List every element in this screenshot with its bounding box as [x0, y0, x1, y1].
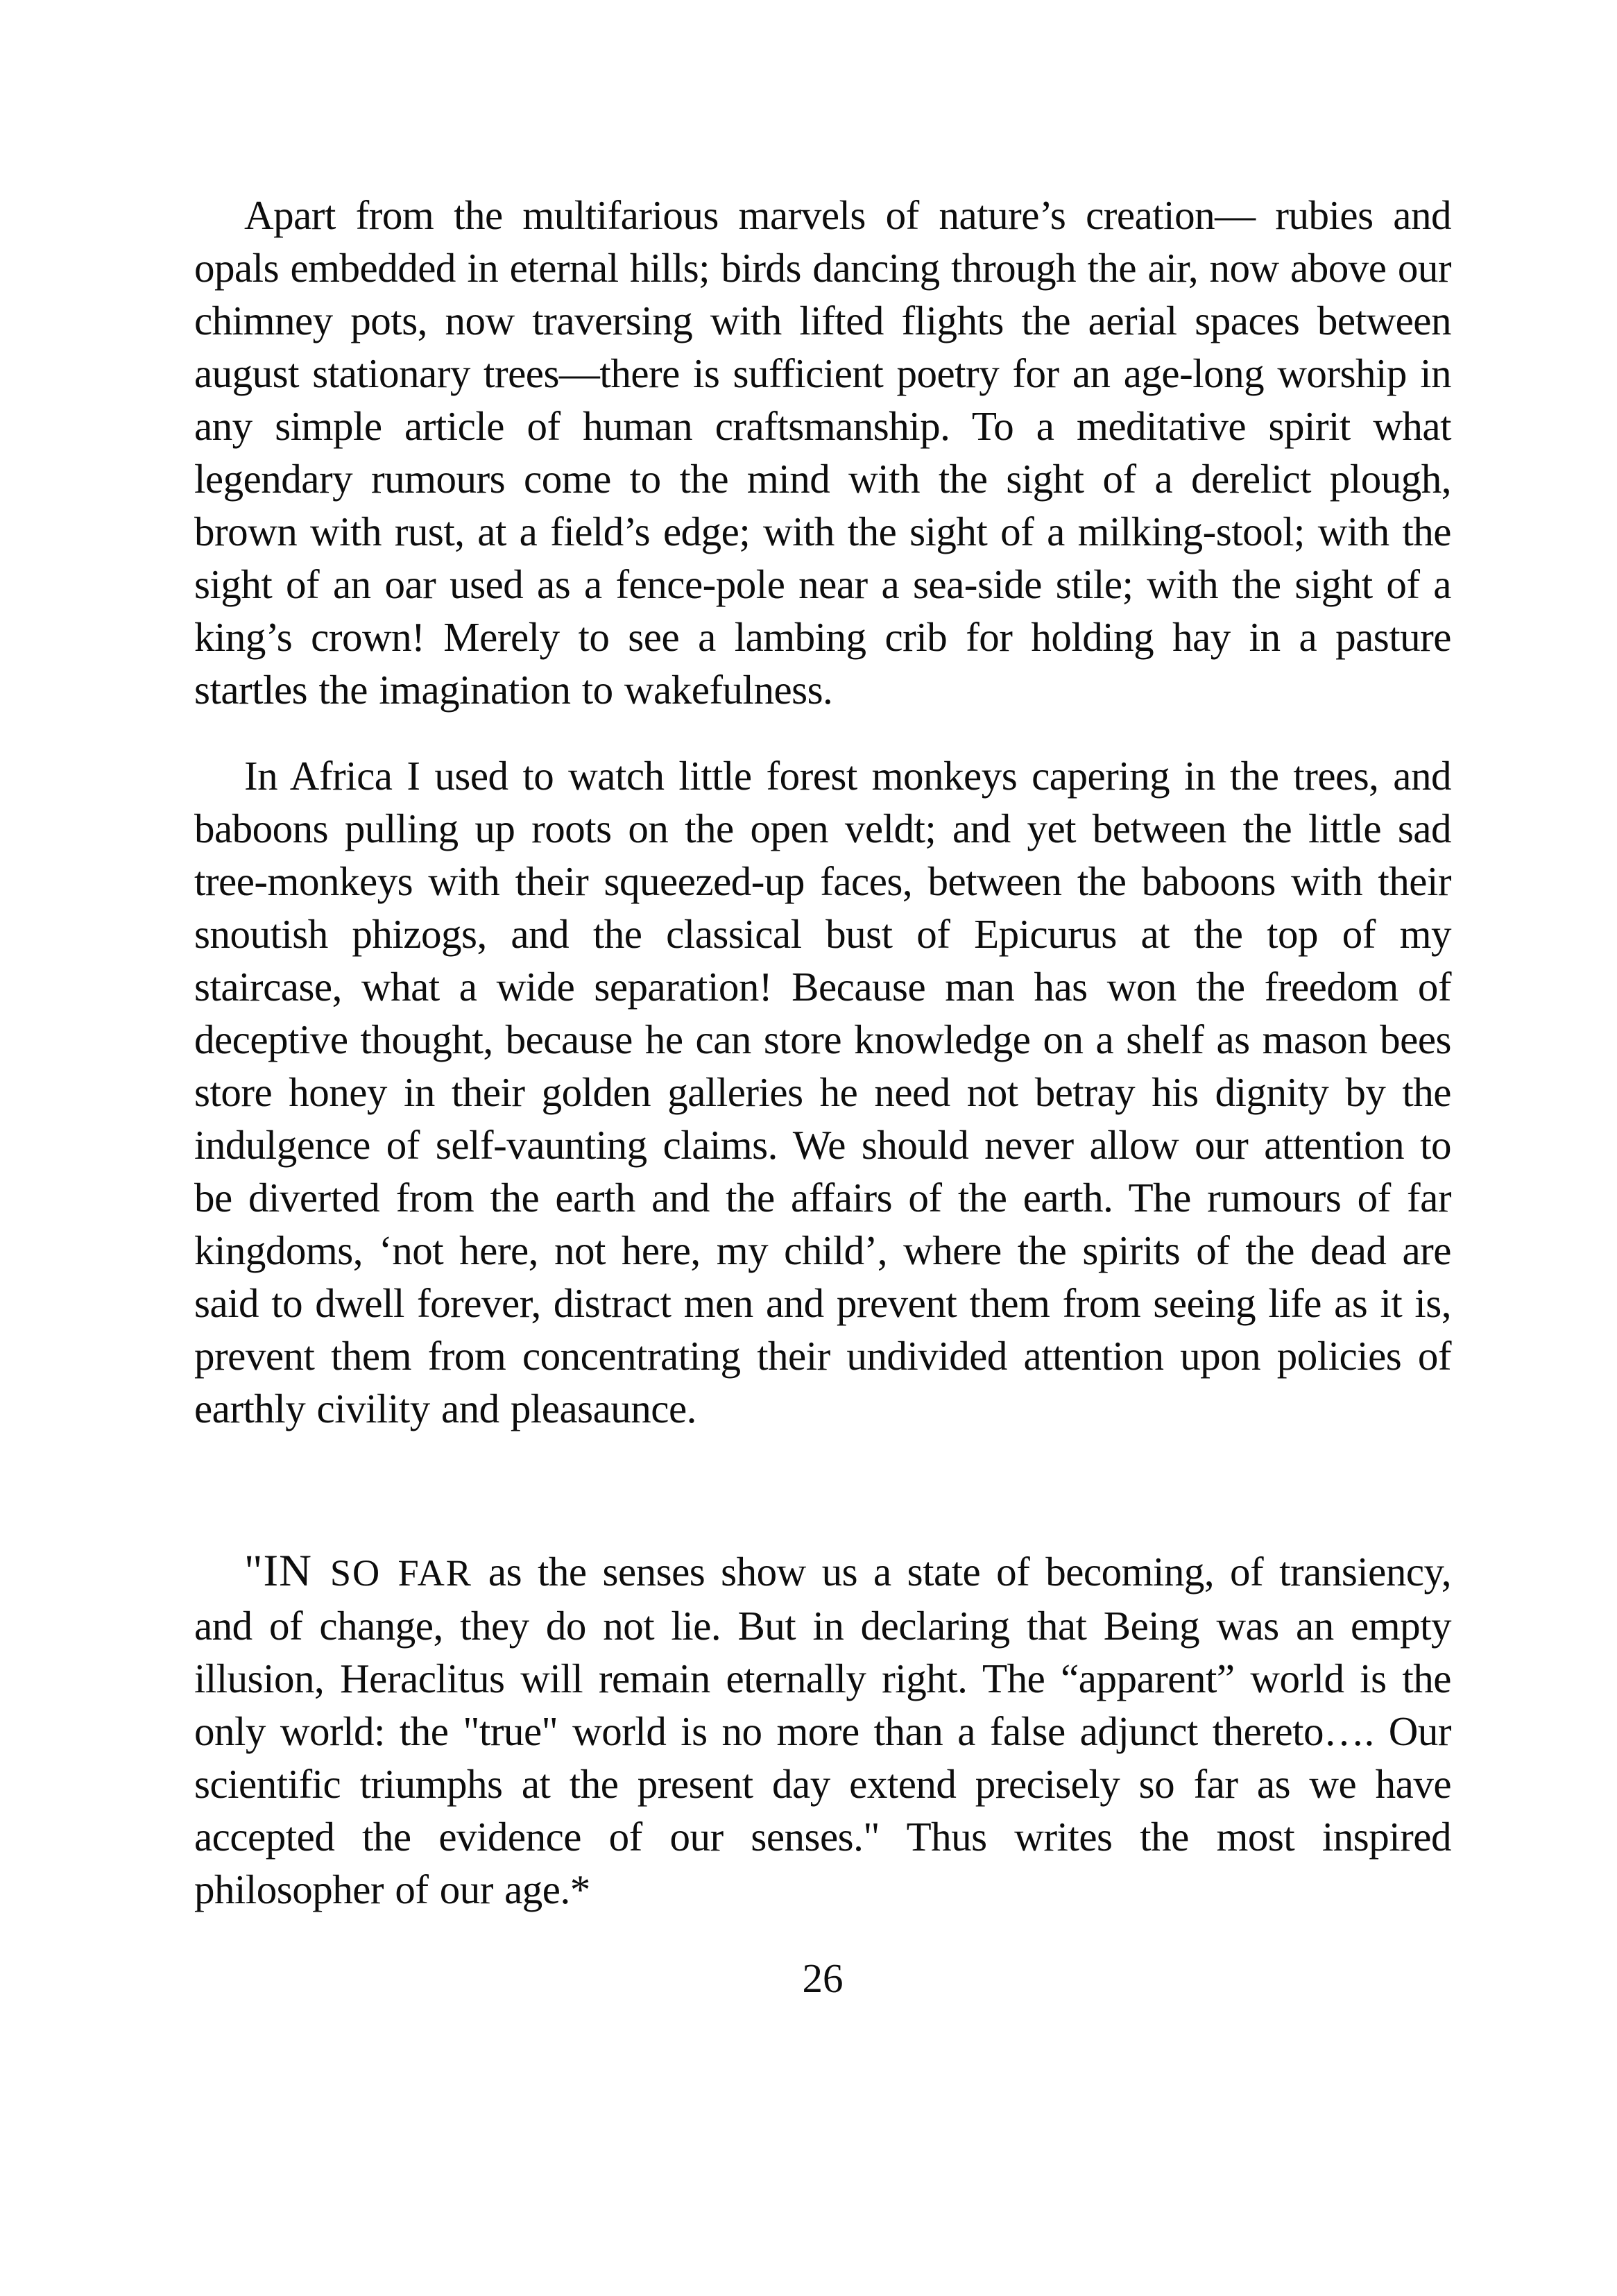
quotation-body: as the senses show us a state of becoming, of transiency, and of change, they do not lie. But in declaring that Being was an empty illusion, Heraclitus will remain eternally right. The “apparent” world is the only world: the "true" world is no more than a false adjunct thereto…. Our scientific triumphs at the present day extend precisely so far as we have accepted the evidence of our senses." Thus writes the most inspired philosopher of our age.*: [194, 1549, 1451, 1912]
quotation-lead-in: "IN: [244, 1546, 330, 1596]
quotation-lead-smallcaps: SO FAR: [330, 1552, 472, 1594]
paragraph-nature-marvels: Apart from the multifarious marvels of nature’s creation— rubies and opals embedded in eternal hills; birds dancing through the air, now above our chimney pots, now traversing with lifted flights the aerial spaces between august stationary trees—there is sufficient poetry for an age-long worship in any simple article of human craftsmanship. To a meditative spirit what legendary rumours come to the mind with the sight of a derelict plough, brown with rust, at a field’s edge; with the sight of a milking-stool; with the sight of an oar used as a fence-pole near a sea-side stile; with the sight of a king’s crown! Merely to see a lambing crib for holding hay in a pasture startles the imagination to wakefulness.: [194, 192, 1451, 713]
paragraph-africa-monkeys: In Africa I used to watch little forest monkeys capering in the trees, and baboons pulling up roots on the open veldt; and yet between the little sad tree-monkeys with their squeezed-up faces, between the baboons with their snoutish phizogs, and the classical bust of Epicurus at the top of my staircase, what a wide separation! Because man has won the freedom of deceptive thought, because he can store knowledge on a shelf as mason bees store honey in their golden galleries he need not betray his dignity by the indulgence of self-vaunting claims. We should never allow our attention to be diverted from the earth and the affairs of the earth. The rumours of far kingdoms, ‘not here, not here, my child’, where the spirits of the dead are said to dwell forever, distract men and prevent them from seeing life as it is, prevent them from concentrating their undivided attention upon policies of earthly civility and pleasaunce.: [194, 753, 1451, 1431]
book-page: [194, 189, 1451, 2005]
paragraph-quotation: [194, 1545, 1451, 1916]
page-number: 26: [802, 1955, 844, 2001]
text-block: [194, 189, 1451, 1916]
